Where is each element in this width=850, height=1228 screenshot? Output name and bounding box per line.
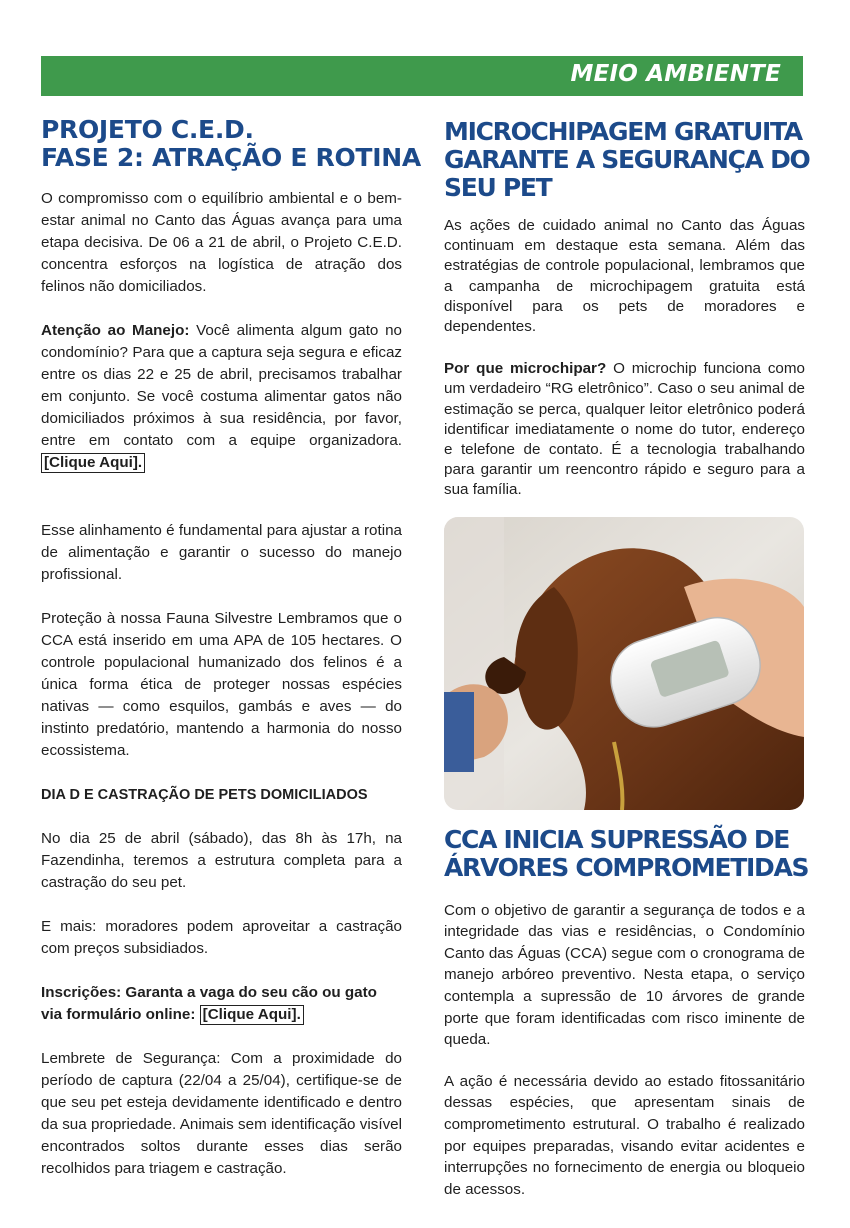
e-mais-paragraph: E mais: moradores podem aproveitar a castração com preços subsidiados.: [41, 918, 402, 957]
manejo-text: Você alimenta algum gato no condomínio? Para que a captura seja segura e eficaz entre os dias 22 e 25 de abril, precisamos trabalhar em conjunto. Se você costuma alimentar gatos não domiciliados próximos à sua residência, por favor, entre em contato com a equipe organizadora.: [41, 322, 402, 449]
dia-d-paragraph: No dia 25 de abril (sábado), das 8h às 17h, na Fazendinha, teremos a estrutura completa para a castração do seu pet.: [41, 830, 402, 891]
section-label: MEIO AMBIENTE: [570, 61, 781, 87]
left-column: [41, 115, 421, 1180]
dia-d-heading: DIA D E CASTRAÇÃO DE PETS DOMICILIADOS: [41, 787, 368, 803]
contact-link[interactable]: [Clique Aqui].: [41, 453, 145, 473]
microchip-article-title: [444, 117, 810, 202]
why-microchip-paragraph: [444, 359, 805, 500]
alinhamento-paragraph: Esse alinhamento é fundamental para ajustar a rotina de alimentação e garantir o sucesso do manejo profissional.: [41, 522, 402, 583]
inscricoes-paragraph: [41, 982, 402, 1026]
title-line: CCA INICIA SUPRESSÃO DE: [444, 824, 790, 854]
trees-paragraph-1: Com o objetivo de garantir a segurança de todos e a integridade das vias e residências, o Condomínio Canto das Águas (CCA) segue com o cronograma de manejo arbóreo preventivo. Nesta etapa, o serviço contempla a supressão de 10 árvores de grande porte que foram identificadas com risco iminente de queda.: [444, 901, 805, 1049]
title-line: PROJETO C.E.D.: [41, 115, 254, 144]
title-line: MICROCHIPAGEM GRATUITA: [444, 117, 802, 146]
title-line: SEU PET: [444, 173, 552, 202]
why-lead: Por que microchipar?: [444, 360, 607, 378]
title-line: ÁRVORES COMPROMETIDAS: [444, 852, 809, 882]
right-column: [444, 117, 810, 1200]
dog-microchip-photo: [444, 517, 804, 810]
why-text: O microchip funciona como um verdadeiro “RG eletrônico”. Caso o seu animal de estimação se perca, qualquer leitor eletrônico poderá identificar imediatamente o nome do tutor, endereço e telefone de contato. É a tecnologia trabalhando para garantir um reencontro rápido e seguro para a sua família.: [444, 360, 805, 499]
ced-article-title: [41, 115, 421, 172]
title-line: GARANTE A SEGURANÇA DO: [444, 145, 810, 174]
dog-scanner-illustration: [444, 517, 804, 810]
manejo-paragraph: [41, 320, 402, 474]
microchip-intro: As ações de cuidado animal no Canto das Águas continuam em destaque esta semana. Além das estratégias de controle populacional, lembramos que a campanha de microchipagem gratuita está disponível para os pets de moradores e dependentes.: [444, 217, 805, 336]
lembrete-paragraph: Lembrete de Segurança: Com a proximidade do período de captura (22/04 a 25/04), certifique-se de que seu pet esteja devidamente identificado e dentro da sua propriedade. Animais sem identificação visível encontrados soltos durante esses dias serão recolhidos para triagem e castração.: [41, 1050, 402, 1177]
trees-article-title: [444, 824, 809, 882]
trees-paragraph-2: A ação é necessária devido ao estado fitossanitário dessas espécies, que apresentam sinais de comprometimento estrutural. O trabalho é realizado por equipes preparadas, visando evitar acidentes e interrupções no fornecimento de energia ou bloqueio de acessos.: [444, 1072, 805, 1198]
inscricoes-text: Inscrições: Garanta a vaga do seu cão ou gato via formulário online:: [41, 984, 377, 1023]
registration-link[interactable]: [Clique Aqui].: [200, 1005, 304, 1025]
fauna-paragraph: Proteção à nossa Fauna Silvestre Lembramos que o CCA está inserido em uma APA de 105 hectares. O controle populacional humanizado dos felinos é a única forma ética de proteger nossas espécies nativas — como esquilos, gambás e aves — do instinto predatório, mantendo a harmonia do nosso ecossistema.: [41, 610, 402, 759]
section-banner: [41, 56, 803, 96]
manejo-lead: Atenção ao Manejo:: [41, 322, 190, 339]
ced-intro: O compromisso com o equilíbrio ambiental e o bem-estar animal no Canto das Águas avança para uma etapa decisiva. De 06 a 21 de abril, o Projeto C.E.D. concentra esforços na logística de atração dos felinos não domiciliados.: [41, 190, 402, 295]
title-line: FASE 2: ATRAÇÃO E ROTINA: [41, 143, 421, 172]
